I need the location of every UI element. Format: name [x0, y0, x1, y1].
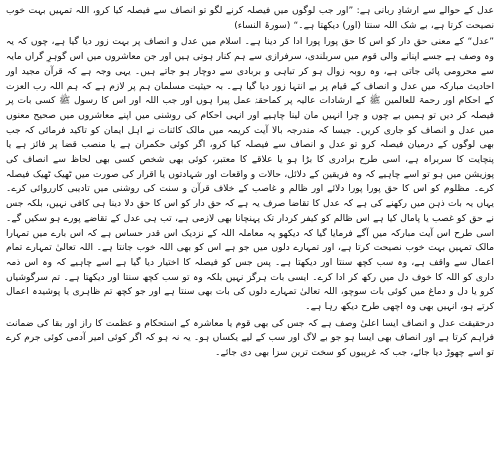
conclusion-paragraph: درحقیقت عدل و انصاف ایسا اعلیٰ وصف ہے کہ جس کی بھی قوم یا معاشرہ کے استحکام و عظمت کا راز اور بقا کی ضمانت فراہم کرتا ہے اور انصاف بھی ایسا ہو جو بے لاگ اور سب کے لیے یکساں ہو۔ یہ نہ ہو کہ اگر کوئی امیر آدمی کوئی جرم کرے تو اسے چھوڑ دیا جائے، جب کہ غریبوں کو سخت ترین سزا بھی دی جائے۔: [6, 317, 494, 359]
quranic-verse-paragraph: عدل کے حوالے سے ارشادِ ربانی ہے: ”اور جب لوگوں میں فیصلہ کرنے لگو تو انصاف سے فیصلہ کیا کرو، اللہ تمہیں بہت خوب نصیحت کرتا ہے، بے شک اللہ سنتا (اور) دیکھتا ہے۔“ (سورۃ النساء): [6, 5, 494, 31]
justice-explanation-paragraph: ”عدل“ کے معنی حق دار کو اس کا حق پورا پورا ادا کر دینا ہے۔ اسلام میں عدل و انصاف پر بہت زور دیا گیا ہے، چوں کہ یہ وہ وصف ہے جسے اپنانے والی قوم میں سربلندی، سرفرازی سے ہم کنار ہوتی ہیں اور جن معاشروں میں اس گوہرِ گراں مایہ سے محرومی پائی جاتی ہے، وہ روبہ زوال ہو کر تباہی و بربادی سے دوچار ہو جاتے ہیں۔ یہی وجہ ہے کہ قرآن مجید اور احادیث مبارکہ میں عدل و انصاف کے قیام پر بے انتہا زور دیا گیا ہے۔ بہ حیثیت مسلمان ہم پر لازم ہے کہ ہم اللہ رب العزت کے احکام اور رحمۃ للعالمین ﷺ کے ارشادات عالیہ پر کماحقہٗ عمل پیرا ہوں اور جب اللہ اور اس کا رسول ﷺ کسی بات پر فیصلہ کر دیں تو ہمیں بے چوں و چرا انہیں مان لینا چاہیے اور انہی احکام کی روشنی میں اپنے معاشروں میں صحیح معنوں میں عدل و انصاف کو جاری کریں۔ جیسا کہ مندرجہ بالا آیت کریمہ میں مالک کائنات نے اہل ایمان کو تاکید فرمائی کہ جب بھی لوگوں کے درمیان فیصلہ کرو تو عدل و انصاف سے فیصلہ کیا کرو، اگر کوئی حکمران ہے یا منصب قضا پر فائز ہے یا پنچایت کا سربراہ ہے، اسی طرح برادری کا بڑا ہو یا علاقے کا معتبر، کوئی بھی شخص کسی بھی لحاظ سے انصاف کی پوزیشن میں ہو تو اسے چاہیے کہ وہ فریقین کے دلائل، حالات و واقعات اور شہادتوں یا اقرار کی صورت میں ٹھیک ٹھیک فیصلہ کرے۔ مظلوم کو اس کا حق پورا پورا دلائے اور ظالم و غاصب کے خلاف قرآن و سنت کی روشنی میں تادیبی کارروائی کرے۔ یہاں یہ بات ذہن میں رکھنے کی ہے کہ عدل کا تقاضا صرف یہ ہے کہ حق دار کو اس کا حق دلا دینا ہی کافی نہیں، بلکہ جس نے حق کو غصب یا پامال کیا ہے اس ظالم کو کیفر کردار تک پہنچانا بھی لازمی ہے، تب ہی عدل کے تقاضے پورے ہو سکیں گے۔ اسی طرح اس آیت مبارکہ میں آگے فرمایا گیا کہ دیکھو یہ معاملہ اللہ کے نزدیک اس قدر حساس ہے کہ اس بارے میں تمہارا مالک تمہیں بہت خوب نصیحت کرتا ہے، اور تمہارے دلوں میں جو ہے اس کو بھی اللہ خوب جانتا ہے۔ اللہ تعالیٰ تمہارے تمام اعمال سے واقف ہے، وہ سب کچھ سنتا اور دیکھتا ہے۔ پس جس کو فیصلہ کا اختیار دیا گیا ہے اسے چاہیے کہ وہ اس ذمہ داری کو اللہ کا خوف دل میں رکھ کر ادا کرے۔ ایسی بات ہرگز نہیں بلکہ وہ تو سب کچھ سنتا اور دیکھتا ہے۔ تم سرگوشیاں کرو یا دل و دماغ میں کوئی بات سوچو، اللہ تعالیٰ تمہارے دلوں کی بات بھی سنتا ہے اور جو کچھ تم ظاہری یا پوشیدہ اعمال کرتے ہو، انہیں بھی وہ اچھی طرح دیکھ رہا ہے۔: [6, 36, 494, 313]
